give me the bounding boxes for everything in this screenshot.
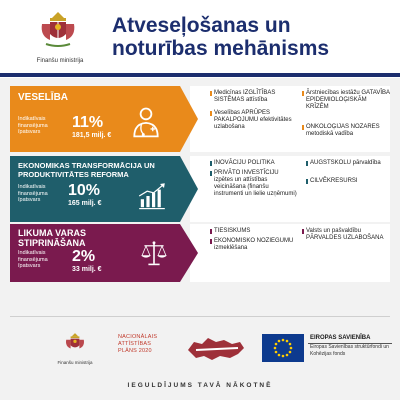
economy-percent: 10% bbox=[68, 182, 101, 199]
nap-line-1: NACIONĀLAIS bbox=[118, 334, 158, 340]
ministry-label: Finanšu ministrija bbox=[36, 58, 84, 64]
economy-item-2: PRIVĀTO INVESTĪCIJU izpētes un attīstības veicināšana (finanšu instrumenti un lielie uzņēmumi) bbox=[210, 170, 298, 198]
law-item-3: Valsts un pašvaldību PĀRVALDES UZLABOŠANA bbox=[302, 228, 390, 242]
health-item-4: ONKOLOĢIJAS NOZARES metodiskā vadība bbox=[302, 124, 390, 138]
economy-indicator-label: Indikatīvais finansējuma īpatsvars bbox=[18, 184, 48, 203]
health-item-3: Ārstniecības iestāžu GATAVĪBA EPIDEMIOLOĢISKĀM KRĪZĒM bbox=[302, 90, 390, 111]
title-line-1: Atveseļošanas un bbox=[112, 14, 291, 37]
economy-block bbox=[10, 156, 198, 222]
header bbox=[0, 0, 400, 78]
page-title bbox=[112, 14, 392, 60]
health-block bbox=[10, 86, 198, 152]
section-rule-of-law bbox=[0, 224, 400, 282]
nap-line-2: ATTĪSTĪBAS bbox=[118, 341, 152, 347]
section-economy bbox=[0, 156, 400, 222]
economy-amount: 165 milj. € bbox=[68, 200, 102, 207]
footer-divider bbox=[10, 316, 390, 317]
eu-flag-icon bbox=[262, 334, 304, 362]
doctor-icon bbox=[128, 104, 164, 140]
economy-title: EKONOMIKAS TRANSFORMĀCIJA UN PRODUKTIVITĀTES REFORMA bbox=[18, 161, 155, 179]
health-item-2: Veselības APRŪPES PAKALPOJUMU efektivitātes uzlabošana bbox=[210, 110, 292, 131]
health-title: VESELĪBA bbox=[18, 92, 69, 103]
section-health bbox=[0, 86, 400, 152]
economy-item-1: INOVĀCIJU POLITIKA bbox=[210, 160, 298, 167]
eu-subtitle: Eiropas Savienības struktūrfondi un Kohēzijas fonds bbox=[310, 344, 389, 357]
latvia-map-icon bbox=[186, 334, 246, 364]
economy-item-4: CILVĒKRESURSI bbox=[306, 178, 390, 185]
law-block bbox=[10, 224, 198, 282]
header-band bbox=[0, 73, 400, 77]
law-item-1: TIESISKUMS bbox=[210, 228, 294, 235]
eu-title: EIROPAS SAVIENĪBA bbox=[310, 335, 371, 341]
coat-of-arms-icon bbox=[38, 10, 78, 50]
law-indicator-label: Indikatīvais finansējuma īpatsvars bbox=[18, 250, 48, 269]
nap-line-3: PLĀNS 2020 bbox=[118, 348, 152, 354]
law-amount: 33 milj. € bbox=[72, 266, 102, 273]
footer-ministry-label: Finanšu ministrija bbox=[57, 360, 93, 365]
health-indicator-label: Indikatīvais finansējuma īpatsvars bbox=[18, 116, 48, 135]
health-item-1: Medicīnas IZGLĪTĪBAS SISTĒMAS attīstība bbox=[210, 90, 292, 104]
footer-coat-of-arms-icon bbox=[64, 332, 86, 354]
nap-logo-text bbox=[118, 334, 178, 355]
growth-chart-icon bbox=[136, 180, 168, 212]
law-percent: 2% bbox=[72, 248, 96, 265]
law-item-2: EKONOMISKO NOZIEGUMU izmeklēšana bbox=[210, 238, 294, 252]
slogan: IEGULDĪJUMS TAVĀ NĀKOTNĒ bbox=[127, 382, 273, 389]
health-amount: 181,5 milj. € bbox=[72, 132, 112, 139]
title-line-2: noturības mehānisms bbox=[112, 37, 330, 60]
economy-item-3: AUGSTSKOLU pārvaldība bbox=[306, 160, 390, 167]
law-title: LIKUMA VARAS STIPRINĀŠANA bbox=[18, 228, 86, 248]
scales-icon bbox=[138, 238, 170, 270]
footer bbox=[0, 322, 400, 378]
health-percent: 11% bbox=[72, 114, 104, 131]
